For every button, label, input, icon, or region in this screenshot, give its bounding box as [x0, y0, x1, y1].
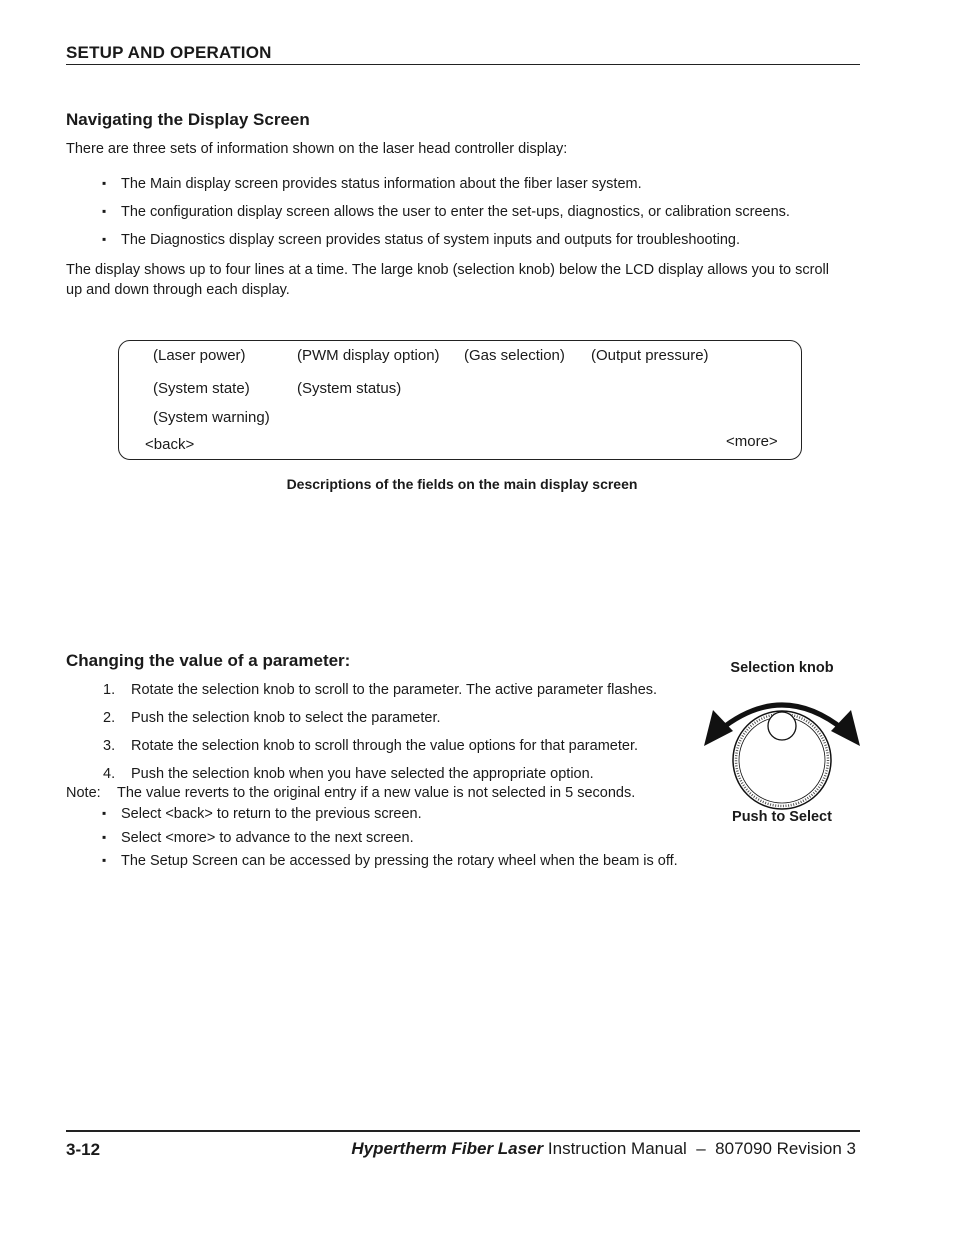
bullet-icon: ▪	[102, 806, 107, 820]
footer-doc-title: Instruction Manual	[547, 1139, 687, 1158]
bullet-icon: ▪	[102, 853, 107, 867]
step-number: 2.	[103, 710, 116, 726]
step-text: Push the selection knob when you have selected the appropriate option.	[131, 766, 594, 782]
bullet-icon: ▪	[102, 830, 107, 844]
footer-doc-number: 807090 Revision 3	[715, 1139, 856, 1158]
nav-bullet-text: The Diagnostics display screen provides status of system inputs and outputs for troubleshooting.	[121, 232, 740, 248]
section-header: SETUP AND OPERATION	[66, 43, 272, 62]
bullet-icon: ▪	[102, 232, 107, 246]
footer-dash: –	[696, 1139, 706, 1158]
nav-intro: There are three sets of information shown on the laser head controller display:	[66, 141, 568, 157]
footer-brand: Hypertherm Fiber Laser	[351, 1139, 544, 1158]
change-bullet-text: Select <more> to advance to the next screen.	[121, 830, 414, 846]
step-text: Rotate the selection knob to scroll through the value options for that parameter.	[131, 738, 638, 754]
footer-rule	[66, 1130, 860, 1132]
knob-label-bottom: Push to Select	[732, 809, 832, 825]
lcd-field-output-pressure: (Output pressure)	[591, 347, 709, 364]
header-rule	[66, 64, 860, 65]
nav-paragraph-line2: up and down through each display.	[66, 282, 290, 298]
note-label: Note:	[66, 785, 101, 801]
step-number: 4.	[103, 766, 116, 782]
knob-label-top: Selection knob	[730, 660, 834, 676]
step-text: Rotate the selection knob to scroll to the parameter. The active parameter flashes.	[131, 682, 658, 698]
bullet-icon: ▪	[102, 176, 107, 190]
lcd-field-laser-power: (Laser power)	[153, 347, 246, 364]
page-number: 3-12	[66, 1140, 101, 1159]
lcd-back-label: <back>	[145, 436, 195, 453]
footer-document-info	[351, 1139, 856, 1159]
step-number: 1.	[103, 682, 116, 698]
lcd-figure-caption: Descriptions of the fields on the main display screen	[286, 476, 638, 492]
note-text: The value reverts to the original entry if a new value is not selected in 5 seconds.	[117, 785, 636, 801]
lcd-field-pwm-display: (PWM display option)	[297, 347, 440, 364]
change-section-title: Changing the value of a parameter:	[66, 651, 351, 670]
selection-knob-icon	[700, 688, 864, 814]
bullet-icon: ▪	[102, 204, 107, 218]
nav-bullet-text: The Main display screen provides status information about the fiber laser system.	[121, 176, 642, 192]
lcd-field-system-state: (System state)	[153, 380, 250, 397]
step-text: Push the selection knob to select the parameter.	[131, 710, 441, 726]
lcd-more-label: <more>	[726, 433, 778, 450]
nav-section-title: Navigating the Display Screen	[66, 110, 310, 129]
lcd-field-system-status: (System status)	[297, 380, 402, 397]
change-bullet-text: The Setup Screen can be accessed by pressing the rotary wheel when the beam is off.	[121, 853, 678, 869]
lcd-field-gas-selection: (Gas selection)	[464, 347, 565, 364]
nav-bullet-text: The configuration display screen allows the user to enter the set-ups, diagnostics, or calibration screens.	[121, 204, 790, 220]
step-number: 3.	[103, 738, 116, 754]
change-bullet-text: Select <back> to return to the previous screen.	[121, 806, 422, 822]
nav-paragraph-line1: The display shows up to four lines at a time. The large knob (selection knob) below the LCD display allows you to scroll	[66, 262, 829, 278]
lcd-field-system-warning: (System warning)	[153, 409, 270, 426]
